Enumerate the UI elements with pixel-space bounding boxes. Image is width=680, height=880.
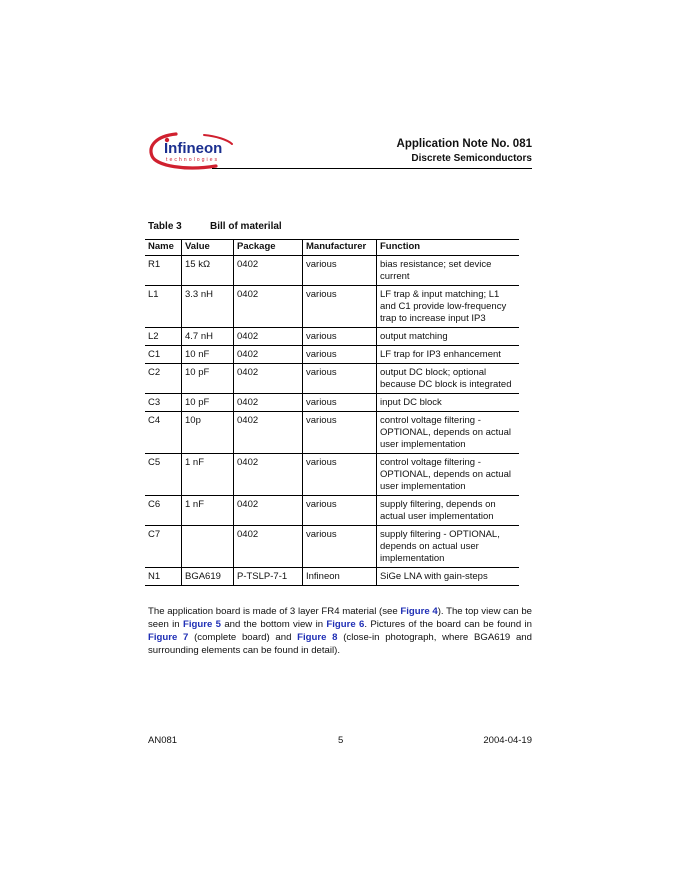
cell-package: 0402 xyxy=(234,346,303,364)
cell-name: L1 xyxy=(145,286,182,328)
column-header-name: Name xyxy=(145,240,182,256)
cell-name: C6 xyxy=(145,496,182,526)
infineon-logo xyxy=(146,130,236,172)
cell-name: C4 xyxy=(145,412,182,454)
cell-package: 0402 xyxy=(234,394,303,412)
figure-6-link[interactable]: Figure 6 xyxy=(326,618,365,630)
cell-name: N1 xyxy=(145,568,182,586)
cell-manufacturer: various xyxy=(303,412,377,454)
table-row xyxy=(145,286,519,328)
cell-value: 15 kΩ xyxy=(182,256,234,286)
cell-package: 0402 xyxy=(234,364,303,394)
cell-package: 0402 xyxy=(234,496,303,526)
cell-package: 0402 xyxy=(234,256,303,286)
table-row xyxy=(145,412,519,454)
cell-manufacturer: various xyxy=(303,328,377,346)
table-row xyxy=(145,568,519,586)
cell-name: C7 xyxy=(145,526,182,568)
table-caption xyxy=(148,221,282,232)
cell-function: LF trap & input matching; L1 and C1 provide low-frequency trap to increase input IP3 xyxy=(377,286,520,328)
body-paragraph xyxy=(148,605,532,657)
table-row xyxy=(145,328,519,346)
table-row xyxy=(145,526,519,568)
cell-manufacturer: various xyxy=(303,394,377,412)
cell-name: L2 xyxy=(145,328,182,346)
bill-of-material-table xyxy=(145,239,519,586)
table-row xyxy=(145,364,519,394)
cell-function: supply filtering, depends on actual user implementation xyxy=(377,496,520,526)
logo-subtext: technologies xyxy=(166,157,220,163)
cell-function: control voltage filtering - OPTIONAL, depends on actual user implementation xyxy=(377,454,520,496)
cell-package: 0402 xyxy=(234,526,303,568)
cell-name: C2 xyxy=(145,364,182,394)
cell-name: C5 xyxy=(145,454,182,496)
cell-package: 0402 xyxy=(234,454,303,496)
cell-function: LF trap for IP3 enhancement xyxy=(377,346,520,364)
figure-7-link[interactable]: Figure 7 xyxy=(148,631,189,643)
cell-manufacturer: various xyxy=(303,346,377,364)
cell-value: 1 nF xyxy=(182,454,234,496)
cell-manufacturer: various xyxy=(303,286,377,328)
table-row xyxy=(145,256,519,286)
cell-function: bias resistance; set device current xyxy=(377,256,520,286)
cell-function: supply filtering - OPTIONAL, depends on actual user implementation xyxy=(377,526,520,568)
cell-value: BGA619 xyxy=(182,568,234,586)
cell-package: 0402 xyxy=(234,286,303,328)
cell-function: control voltage filtering - OPTIONAL, depends on actual user implementation xyxy=(377,412,520,454)
cell-function: SiGe LNA with gain-steps xyxy=(377,568,520,586)
document-subtitle: Discrete Semiconductors xyxy=(411,153,532,164)
paragraph-text: ). The top view can be seen in xyxy=(148,605,532,630)
cell-package: P-TSLP-7-1 xyxy=(234,568,303,586)
cell-value: 4.7 nH xyxy=(182,328,234,346)
figure-4-link[interactable]: Figure 4 xyxy=(400,605,438,617)
cell-value: 3.3 nH xyxy=(182,286,234,328)
cell-name: C1 xyxy=(145,346,182,364)
header-divider xyxy=(212,168,532,169)
cell-value xyxy=(182,526,234,568)
footer-doc-id: AN081 xyxy=(148,735,178,746)
cell-value: 10 pF xyxy=(182,394,234,412)
paragraph-text: (complete board) and xyxy=(188,631,298,643)
column-header-function: Function xyxy=(377,240,520,256)
column-header-value: Value xyxy=(182,240,234,256)
cell-name: R1 xyxy=(145,256,182,286)
paragraph-text: and the bottom view in xyxy=(220,618,327,630)
cell-manufacturer: various xyxy=(303,454,377,496)
cell-manufacturer: various xyxy=(303,364,377,394)
paragraph-text: The application board is made of 3 layer FR4 material (see xyxy=(148,605,401,617)
table-title: Bill of materilal xyxy=(210,221,282,232)
cell-value: 10 nF xyxy=(182,346,234,364)
paragraph-text: . Pictures of the board can be found in xyxy=(364,618,532,630)
table-number: Table 3 xyxy=(148,221,182,232)
figure-8-link[interactable]: Figure 8 xyxy=(297,631,338,643)
cell-function: output DC block; optional because DC block is integrated xyxy=(377,364,520,394)
footer-date: 2004-04-19 xyxy=(483,735,532,746)
paragraph-text: (close-in photograph, where BGA619 and surrounding elements can be found in detail). xyxy=(148,631,532,656)
column-header-package: Package xyxy=(234,240,303,256)
table-row xyxy=(145,394,519,412)
cell-value: 10 pF xyxy=(182,364,234,394)
table-row xyxy=(145,496,519,526)
cell-function: input DC block xyxy=(377,394,520,412)
cell-value: 1 nF xyxy=(182,496,234,526)
table-header-row xyxy=(145,240,519,256)
cell-function: output matching xyxy=(377,328,520,346)
cell-manufacturer: Infineon xyxy=(303,568,377,586)
footer-page-number: 5 xyxy=(338,735,344,746)
cell-manufacturer: various xyxy=(303,496,377,526)
cell-value: 10p xyxy=(182,412,234,454)
cell-manufacturer: various xyxy=(303,256,377,286)
logo-wordmark: Infineon xyxy=(164,140,223,157)
cell-name: C3 xyxy=(145,394,182,412)
cell-package: 0402 xyxy=(234,328,303,346)
column-header-manufacturer: Manufacturer xyxy=(303,240,377,256)
table-row xyxy=(145,346,519,364)
cell-manufacturer: various xyxy=(303,526,377,568)
table-row xyxy=(145,454,519,496)
figure-5-link[interactable]: Figure 5 xyxy=(182,618,221,630)
cell-package: 0402 xyxy=(234,412,303,454)
document-title: Application Note No. 081 xyxy=(396,138,532,150)
